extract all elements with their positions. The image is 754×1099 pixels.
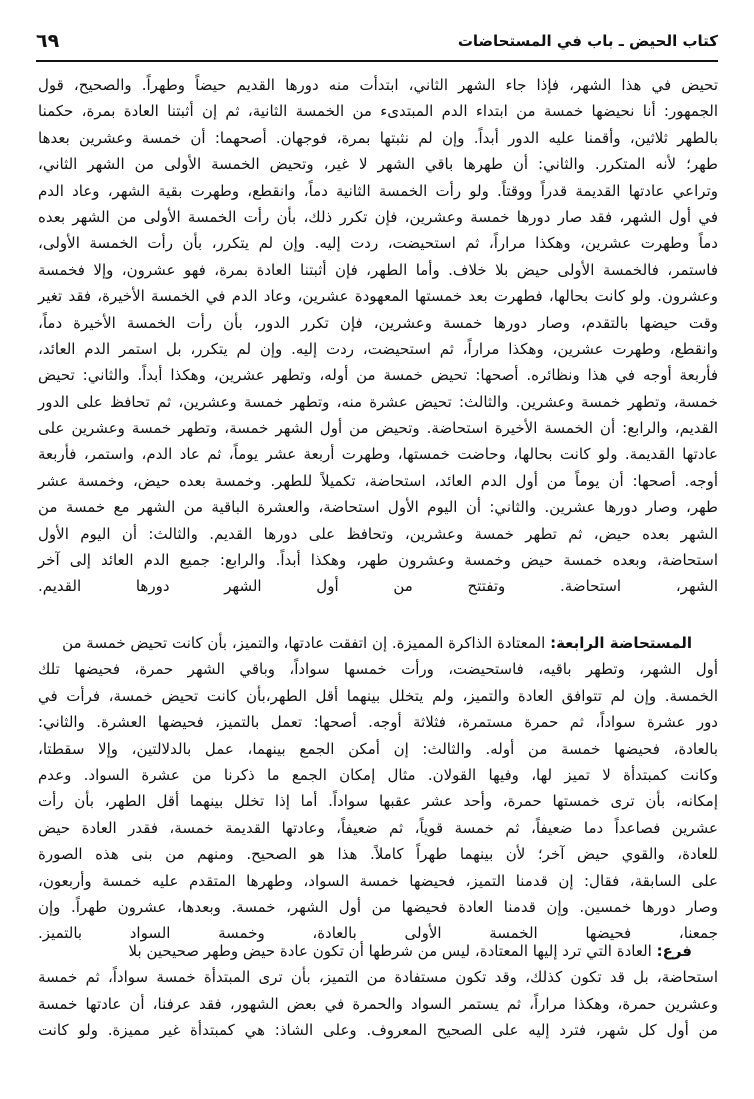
text-line: بالطهر ثلاثين، وأقمنا عليه الدور أبداً. وإن لم نثبتها بمرة، فوجهان. أصحهما: أن خمسة وعشرين بعدها bbox=[38, 128, 718, 147]
text-line: وكانت كمبتدأة لا تميز لها، وفيها القولان. مثال إمكان الجمع ما ذكرنا من عشرة السواد. وعدم bbox=[38, 765, 718, 784]
text-line: دماً وطهرت عشرين، وهكذا مراراً، ثم استحيضت، ردت إليه. وإن لم يتكرر، بأن رأت الخمسة الأولى، bbox=[38, 234, 718, 253]
text-line: الشهر، استحاضة. وتفتتح من أول الشهر دورها القديم. bbox=[38, 577, 718, 596]
text-line: وتراعي عادتها القديمة قدراً ووقتاً. ولو رأت الخمسة الثانية دماً، وانقطع، وطهرت بقية الشهر، وعاد الدم bbox=[38, 181, 718, 200]
text-line: وانقطع، وطهرت عشرين، وهكذا مراراً، ثم استحيضت، ردت إليه. وإن لم يتكرر، بل استمر الدم العائد، bbox=[38, 339, 718, 358]
section-heading: فرع: bbox=[656, 942, 692, 960]
page-header bbox=[36, 30, 718, 58]
text-line: عشرين فصاعداً دما ضعيفاً، ثم خمسة قوياً، ثم ضعيفاً، وعادتها القديمة خمسة، فقدر العادة حيض bbox=[38, 818, 718, 837]
line-text: العادة التي ترد إليها المعتادة، ليس من شرطها أن تكون عادة حيض وطهر صحيحين بلا bbox=[128, 942, 652, 960]
text-line: فاستمر، فالخمسة الأولى حيض بلا خلاف. وأما الطهر، فإن أثبتنا العادة بمرة، فهو عشرون، وإلا فخمسة bbox=[38, 260, 718, 279]
text-line: وعشرون. ولو كانت بحالها، فطهرت بعد خمستها المعهودة عشرين، وعاد الدم في الخمسة الأخيرة، فقد تغير bbox=[38, 287, 718, 306]
text-line: الجمهور: أنا نحيضها خمسة من ابتداء الدم المبتدىء من الخمسة الثانية، ثم إن أثبتنا العادة بمرة، حكمنا bbox=[38, 102, 718, 121]
text-line: تحيض في هذا الشهر، فإذا جاء الشهر الثاني، ابتدأت منه دورها القديم حيضاً وطهراً. والصحيح، قول bbox=[38, 76, 718, 94]
page-number: ٦٩ bbox=[36, 30, 60, 52]
text-line: استحاضة، وبعده خمسة حيض وخمسة وعشرون طهر، وهكذا أبداً. والرابع: جميع الدم العائد إلى آخر bbox=[38, 551, 718, 570]
text-line: أول الشهر، وتطهر باقيه، فاستحيضت، ورأت خمسها سواداً، وباقي الشهر حمرة، فحيضها تلك bbox=[38, 660, 718, 679]
text-line bbox=[38, 630, 718, 656]
text-line: عادتها القديمة. ولو كانت بحالها، وحاضت خمستها، وطهرت أربعة عشر يوماً، ثم عاد الدم، واستمر، فأربعة bbox=[38, 445, 718, 464]
text-line: استحاضة، بل قد تكون كذلك، وقد تكون مستفادة من التميز، بأن ترى المبتدأة خمسة سواداً، ثم خمسة bbox=[38, 968, 718, 987]
text-line: من أول كل شهر، فترد إليه على الصحيح المعروف. وعلى الشاذ: هي كمبتدأة غير مميزة. ولو كانت bbox=[38, 1021, 718, 1040]
text-line: القديم، والرابع: أن الخمسة الأخيرة استحاضة. وتحيض من أول الشهر خمسة، وتطهر خمسة وعشرين على bbox=[38, 419, 718, 438]
text-line: وصار دورها خمسين. وإن قدمنا العادة فحيضها من أول الشهر، خمسة. وبعدها، عشرون طهراً. وإن bbox=[38, 897, 718, 916]
text-line: للعادة، والقوي حيض آخر؛ لأن بينهما طهراً كاملاً. هذا هو الصحيح. ومنهم من بنى هذه الصورة bbox=[38, 845, 718, 864]
text-line: فأربعة أوجه في هذا ونظائره. أصحها: تحيض خمسة من أوله، وتطهر عشرين، وهكذا أبداً. والثاني: تحيض bbox=[38, 366, 718, 385]
text-line: أوجه. أصحها: أن يوماً من أول الدم العائد، استحاضة، تكميلاً للطهر. وخمسة بعده حيض، وخمسة عشر bbox=[38, 471, 718, 490]
text-line: طهر؛ لأنه المتكرر. والثاني: أن طهرها باقي الشهر لا غير، وتحيض الخمسة الأولى من الشهر الثاني، bbox=[38, 155, 718, 174]
line-text: المعتادة الذاكرة المميزة. إن اتفقت عادتها، والتميز، بأن كانت تحيض خمسة من bbox=[62, 634, 546, 652]
text-line: على السابقة، فقال: إن قدمنا التميز، فحيضها خمسة السواد، وطهرها المتقدم عليه خمسة وأربعون، bbox=[38, 871, 718, 890]
paragraph-fourth-mustahada bbox=[38, 630, 718, 947]
text-line: وقت حيضها بالتقدم، وصار دورها خمسة وعشرين، فإن تكرر الدور، بأن رأت الخمسة الأخيرة دماً، bbox=[38, 313, 718, 332]
text-line: الخمسة. وإن لم تتوافق العادة والتميز، ولم يتخلل بينهما أقل الطهر،بأن كانت تحيض خمسة، فرأت في bbox=[38, 686, 718, 705]
paragraph-1 bbox=[38, 72, 718, 600]
text-line: إمكانه، بأن ترى خمستها حمرة، وأحد عشر عقبها سواداً. أما إذا تخلل بينهما أقل الطهر، بأن رأت bbox=[38, 792, 718, 811]
text-line: بالعادة، فحيضها خمسة من أوله. والثالث: إن أمكن الجمع بينهما، عمل بالدلالتين، وإلا سقطتا، bbox=[38, 739, 718, 758]
text-line: في أول الشهر، فقد صار دورها خمسة وعشرين، فإن تكرر ذلك، بأن رأت الخمسة الأولى من الشهر بعده bbox=[38, 207, 718, 226]
text-line: طهر، وصار دورها عشرين. والثاني: أن اليوم الأول استحاضة، والعشرة الباقية من الشهر مع خمسة من bbox=[38, 498, 718, 517]
text-line: دور عشرة سواداً، ثم حمرة مستمرة، فثلاثة أوجه. أصحها: تعمل بالتميز، فحيضها العشرة. والثاني: bbox=[38, 713, 718, 732]
text-line: خمسة، وتطهر خمسة وعشرين. والثالث: تحيض عشرة منه، وتطهر خمسة وعشرين، ثم تحافظ على الدور bbox=[38, 392, 718, 411]
text-line: جمعنا، فحيضها الخمسة الأولى بالعادة، وخمسة السواد بالتميز. bbox=[38, 924, 718, 943]
text-line: وعشرين حمرة، وهكذا مراراً، ثم يستمر السواد والحمرة في بعض الشهور، فقد عرفنا، أن عادتها خمسة bbox=[38, 994, 718, 1013]
text-line: الشهر بعده حيض، ثم تطهر خمسة وعشرين، وتحافظ على دورها القديم. والثالث: أن اليوم الأول bbox=[38, 524, 718, 543]
text-line bbox=[38, 938, 718, 964]
header-rule bbox=[36, 60, 718, 62]
running-title: كتاب الحيض ـ باب في المستحاضات bbox=[457, 32, 718, 50]
section-heading: المستحاضة الرابعة: bbox=[550, 634, 692, 652]
paragraph-far bbox=[38, 938, 718, 1044]
